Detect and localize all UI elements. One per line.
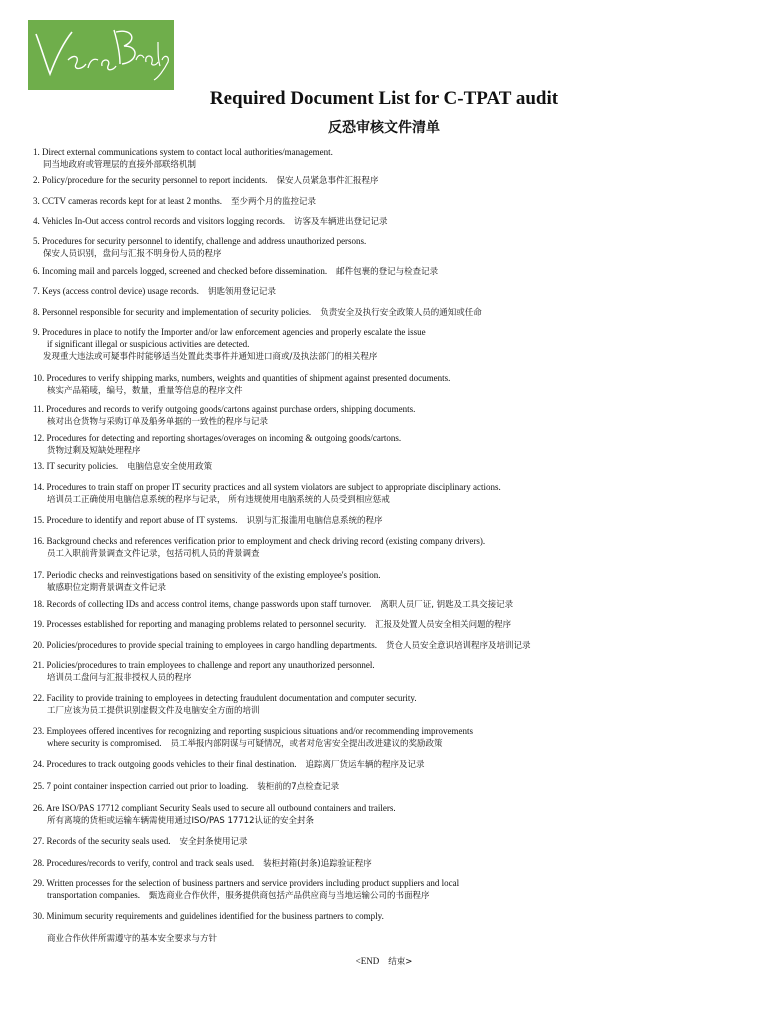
- list-item-line: [33, 403, 415, 415]
- item-text-en: 2. Policy/procedure for the security personnel to report incidents.: [33, 175, 268, 185]
- item-text-en: 23. Employees offered incentives for recognizing and reporting suspicious situations and/or recommending improvements: [33, 726, 473, 736]
- item-text-en: 13. IT security policies.: [33, 461, 119, 471]
- list-item-line: [47, 444, 141, 457]
- list-item-line: [33, 780, 339, 793]
- item-text-en: 25. 7 point container inspection carried out prior to loading.: [33, 781, 249, 791]
- item-text-en: 9. Procedures in place to notify the Importer and/or law enforcement agencies and properly escalate the issue: [33, 327, 426, 337]
- list-item-line: [33, 535, 485, 547]
- list-item-line: [47, 814, 314, 827]
- document-title: Required Document List for C-TPAT audit: [209, 88, 559, 109]
- list-item-line: [33, 514, 383, 527]
- list-item-line: [33, 725, 473, 737]
- vera-bradley-logo: [28, 20, 174, 90]
- list-item-line: [47, 415, 268, 428]
- item-text-en: 8. Personnel responsible for security and implementation of security policies.: [33, 307, 312, 317]
- item-text-en: 5. Procedures for security personnel to identify, challenge and address unauthorized persons.: [33, 236, 367, 246]
- item-text-zh: 装柜前的7点检查记录: [257, 782, 340, 792]
- item-text-en: 28. Procedures/records to verify, control and track seals used.: [33, 858, 255, 868]
- list-item-line: [47, 737, 442, 750]
- list-item-line: [33, 265, 438, 278]
- item-text-zh: 追踪离厂货运车辆的程序及记录: [305, 760, 425, 770]
- item-text-en: 21. Policies/procedures to train employees to challenge and report any unauthorized personnel.: [33, 660, 375, 670]
- list-item-line: [43, 158, 196, 171]
- item-text-en: 26. Are ISO/PAS 17712 compliant Security Seals used to secure all outbound containers and trailers.: [33, 803, 396, 813]
- item-text-en: 3. CCTV cameras records kept for at least 2 months.: [33, 196, 223, 206]
- item-text-en: where security is compromised.: [47, 738, 162, 748]
- item-text-zh: 负责安全及执行安全政策人员的通知或任命: [320, 308, 482, 318]
- item-text-en: 14. Procedures to train staff on proper IT security practices and all system violators are subject to appropriate disciplinary actions.: [33, 482, 501, 492]
- list-item-line: [47, 547, 260, 560]
- item-text-en: 30. Minimum security requirements and guidelines identified for the business partners to comply.: [33, 911, 384, 921]
- list-item-line: [33, 802, 396, 814]
- item-text-en: 29. Written processes for the selection of business partners and service providers including product suppliers and local: [33, 878, 460, 888]
- end-marker-en: <END: [355, 956, 380, 966]
- list-item-line: [33, 285, 276, 298]
- list-item-line: [33, 835, 247, 848]
- item-text-en: 16. Background checks and references verification prior to employment and check driving record (existing company drivers).: [33, 536, 486, 546]
- item-text-en: 6. Incoming mail and parcels logged, screened and checked before dissemination.: [33, 266, 328, 276]
- item-text-zh: 员工举报内部阴谋与可疑情况，或者对危害安全提出改进建议的奖励政策: [170, 739, 443, 749]
- item-text-zh: 电脑信息安全使用政策: [127, 462, 213, 472]
- item-text-en: 15. Procedure to identify and report abuse of IT systems.: [33, 515, 238, 525]
- item-text-zh: 至少两个月的监控记录: [231, 197, 317, 207]
- item-text-zh: 保安人员紧急事件汇报程序: [276, 176, 379, 186]
- item-text-zh: 核实产品箱唛，编号，数量，重量等信息的程序文件: [47, 386, 243, 396]
- item-text-zh: 汇报及处置人员安全相关问题的程序: [375, 620, 512, 630]
- list-item-line: [47, 581, 166, 594]
- item-text-zh: 核对出仓货物与采购订单及船务单据的一致性的程序与记录: [47, 417, 269, 427]
- list-item-line: [33, 598, 513, 611]
- item-text-en: 27. Records of the security seals used.: [33, 836, 171, 846]
- list-item-line: [33, 235, 366, 247]
- item-text-zh: 货仓人员安全意识培训程序及培训记录: [386, 641, 531, 651]
- list-item-line: [33, 639, 531, 652]
- item-text-zh: 发现重大违法或可疑事件时能够适当处置此类事件并通知进口商或/及执法部门的相关程序: [43, 352, 378, 362]
- item-text-zh: 货物过剩及短缺处理程序: [47, 446, 141, 456]
- item-text-en: 18. Records of collecting IDs and access control items, change passwords upon staff turnover.: [33, 599, 372, 609]
- item-text-zh: 培训员工盘问与汇报非授权人员的程序: [47, 673, 192, 683]
- item-text-en: 1. Direct external communications system to contact local authorities/management.: [33, 147, 333, 157]
- item-text-zh: 所有离境的货柜或运输车辆需使用通过ISO/PAS 17712认证的安全封条: [47, 816, 314, 826]
- list-item-line: [43, 350, 377, 363]
- item-text-zh: 装柜封箱(封条)追踪验证程序: [263, 859, 372, 869]
- signature-logo-icon: [28, 20, 174, 90]
- list-item-line: [47, 338, 249, 350]
- item-text-en: transportation companies.: [47, 890, 140, 900]
- end-marker: [0, 955, 768, 967]
- item-text-zh: 识别与汇报滥用电脑信息系统的程序: [246, 516, 383, 526]
- list-item-line: [47, 384, 243, 397]
- item-text-zh: 离职人员厂证, 钥匙及工具交接记录: [380, 600, 514, 610]
- list-item-line: [33, 372, 450, 384]
- document-subtitle: 反恐审核文件清单: [328, 120, 440, 136]
- list-item-line: [33, 432, 401, 444]
- item-text-en: if significant illegal or suspicious activities are detected.: [47, 339, 250, 349]
- list-item-line: [33, 215, 388, 228]
- list-item-line: [33, 146, 333, 158]
- list-item-line: [47, 671, 192, 684]
- item-text-zh: 邮件包裹的登记与检查记录: [336, 267, 439, 277]
- list-item-line: [33, 857, 372, 870]
- list-item-line: [33, 659, 375, 671]
- item-text-en: 19. Processes established for reporting and managing problems related to personnel security.: [33, 619, 367, 629]
- list-item-line: [33, 306, 482, 319]
- list-item-line: [47, 493, 390, 506]
- item-text-en: 24. Procedures to track outgoing goods vehicles to their final destination.: [33, 759, 297, 769]
- item-text-zh: 培训员工正确使用电脑信息系统的程序与记录， 所有违规使用电脑系统的人员受到相应惩戒: [47, 495, 390, 505]
- item-text-zh: 员工入职前背景调查文件记录，包括司机人员的背景调查: [47, 549, 260, 559]
- item-text-zh: 保安人员识别，盘问与汇报不明身份人员的程序: [43, 249, 222, 259]
- item-text-en: 10. Procedures to verify shipping marks, numbers, weights and quantities of shipment against presented documents.: [33, 373, 451, 383]
- list-item-line: [33, 910, 384, 922]
- item-text-en: 4. Vehicles In-Out access control records and visitors logging records.: [33, 216, 286, 226]
- list-item-line: [33, 618, 511, 631]
- item-text-zh: 商业合作伙伴所需遵守的基本安全要求与方针: [47, 934, 218, 944]
- end-marker-zh: 结束>: [388, 957, 413, 967]
- item-text-zh: 甄选商业合作伙伴，服务提供商包括产品供应商与当地运输公司的书面程序: [148, 891, 430, 901]
- item-text-en: 12. Procedures for detecting and reporting shortages/overages on incoming & outgoing goods/cartons.: [33, 433, 402, 443]
- item-text-zh: 安全封条使用记录: [179, 837, 248, 847]
- item-text-zh: 钥匙领用登记记录: [207, 287, 276, 297]
- item-text-en: 22. Facility to provide training to employees in detecting fraudulent documentation and computer security.: [33, 693, 417, 703]
- item-text-zh: 工厂应该为员工提供识别虚假文件及电脑安全方面的培训: [47, 706, 260, 716]
- list-item-line: [47, 704, 260, 717]
- list-item-line: [33, 195, 316, 208]
- list-item-line: [43, 247, 222, 260]
- list-item-line: [33, 877, 459, 889]
- list-item-line: [33, 692, 417, 704]
- item-text-en: 17. Periodic checks and reinvestigations based on sensitivity of the existing employee's position.: [33, 570, 381, 580]
- list-item-line: [33, 460, 212, 473]
- list-item-line: [33, 569, 381, 581]
- list-item-line: [33, 758, 424, 771]
- list-item-line: [47, 889, 430, 902]
- item-text-zh: 同当地政府或管理层的直接外部联络机制: [43, 160, 197, 170]
- list-item-line: [33, 174, 378, 187]
- item-text-zh: 访客及车辆进出登记记录: [294, 217, 388, 227]
- item-text-en: 7. Keys (access control device) usage records.: [33, 286, 199, 296]
- list-item-line: [33, 481, 501, 493]
- list-item-line: [33, 326, 426, 338]
- item-text-zh: 敏感职位定期背景调查文件记录: [47, 583, 167, 593]
- item-text-en: 11. Procedures and records to verify outgoing goods/cartons against purchase orders, shipping documents.: [33, 404, 416, 414]
- list-item-line: [47, 932, 217, 945]
- item-text-en: 20. Policies/procedures to provide special training to employees in cargo handling departments.: [33, 640, 377, 650]
